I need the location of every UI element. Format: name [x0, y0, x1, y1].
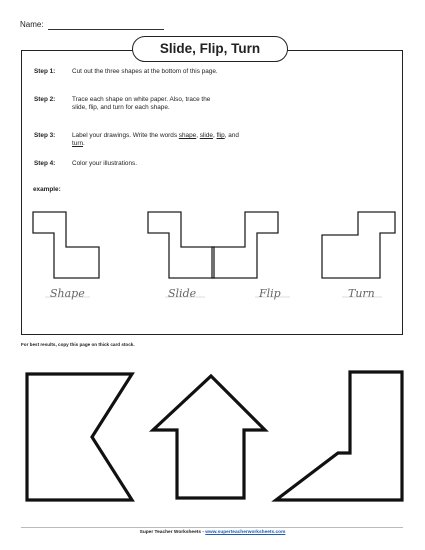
- example-turn-figure: [322, 212, 395, 278]
- footer-url-link[interactable]: www.superteacherworksheets.com: [205, 530, 286, 535]
- word-turn: turn: [72, 140, 84, 148]
- footer-brand: Super Teacher Worksheets: [139, 530, 202, 535]
- cutout-boot-shape: [276, 372, 402, 500]
- step-3-sep-2: ,: [212, 132, 217, 139]
- footer-divider: [21, 527, 403, 528]
- example-slide-figure: [148, 212, 214, 278]
- step-4-label: Step 4:: [34, 160, 56, 167]
- example-flip-figure: [212, 212, 278, 278]
- step-2-label: Step 2:: [34, 96, 56, 103]
- step-3-sep-3: , and: [224, 132, 239, 139]
- word-slide: slide: [199, 132, 213, 139]
- page-title: Slide, Flip, Turn: [132, 36, 288, 62]
- caption-shape: Shape: [50, 287, 85, 300]
- step-3-text: [72, 132, 250, 148]
- step-3-end: .: [83, 140, 85, 148]
- word-flip: flip: [216, 132, 225, 139]
- caption-turn: Turn: [348, 287, 375, 300]
- step-4-text: Color your illustrations.: [72, 160, 137, 167]
- step-3-intro: Label your drawings. Write the words: [72, 132, 179, 139]
- footer-separator: -: [201, 530, 206, 535]
- caption-slide: Slide: [168, 287, 197, 300]
- step-3-label: Step 3:: [34, 132, 56, 139]
- step-1-text: Cut out the three shapes at the bottom of this page.: [72, 68, 218, 75]
- example-label: example:: [33, 186, 61, 193]
- step-2-text: Trace each shape on white paper. Also, trace the slide, flip, and turn for each shape.: [72, 96, 211, 112]
- name-label: Name:: [20, 20, 44, 29]
- card-stock-note: For best results, copy this page on thick card stock.: [21, 342, 135, 347]
- step-1-label: Step 1:: [34, 68, 56, 75]
- example-shape-figure: [33, 212, 99, 278]
- step-3-sep-1: ,: [196, 132, 200, 139]
- word-shape: shape: [178, 132, 197, 139]
- footer: [0, 530, 425, 535]
- caption-flip: Flip: [259, 287, 281, 300]
- cutout-shapes: [0, 360, 425, 520]
- name-line: [48, 29, 164, 30]
- cutout-arrow-shape: [153, 376, 265, 498]
- cutout-chevron-shape: [27, 374, 132, 500]
